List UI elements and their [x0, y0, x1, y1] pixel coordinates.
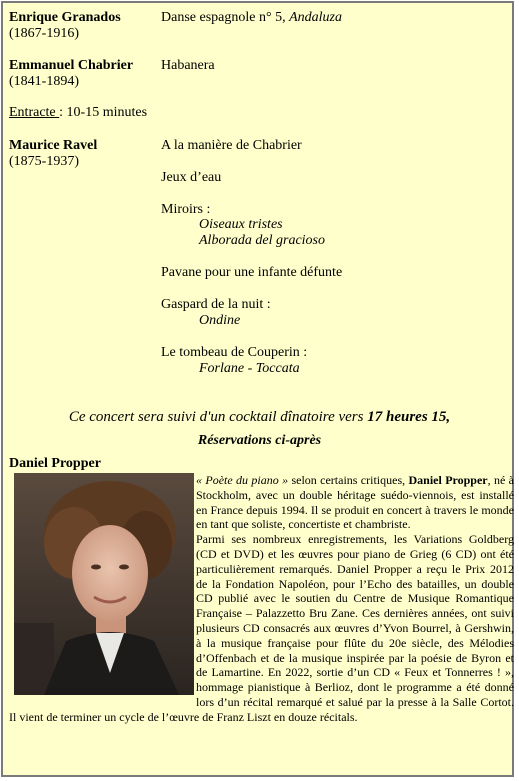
- bio-paragraph-2: Parmi ses nombreux enregistrements, les Variations Goldberg (CD et DVD) et les œuvres pour piano de Grieg (6 CD) ont été particulièrement remarqués. Daniel Propper a reçu le Prix 2012 de la Fondation Napoléon, pour l’Echo des batailles, un double CD publié avec le soutien du Centre de Musique Romantique Française – Palazzetto Bru Zane. Ces dernières années, ont suivi plusieurs CD consacrés aux œuvres d’Yvon Bourrel, à Gershwin, à la musique française pour flûte du 20e siècle, des Mélodies d’Offenbach et de la musique inspirée par la poésie de Byron et de Lamartine. En 2022, sortie d’un CD « Feux et Tonnerres ! », hommage pianistique à Berlioz, dont le programme a été donné lors d’un récital remarqué et salué par la presse à la Salle Cortot. Il vient de terminer un cycle de l’œuvre de Franz Liszt en douze récitals.: [9, 532, 514, 724]
- cocktail-text: Ce concert sera suivi d'un cocktail dînatoire vers: [68, 409, 368, 425]
- work-habanera: Habanera: [161, 58, 215, 73]
- composer-chabrier: [9, 58, 133, 90]
- composer-granados: [9, 10, 121, 42]
- composer-name: Maurice Ravel: [9, 138, 98, 153]
- portrait-image: [14, 473, 194, 695]
- bio-title: Daniel Propper: [9, 456, 101, 471]
- cocktail-time: 17 heures 15,: [367, 409, 451, 425]
- composer-ravel: [9, 138, 97, 170]
- work-danse-espagnole: [161, 10, 342, 26]
- composer-dates: (1841-1894): [9, 74, 79, 89]
- work-subtitle: Andaluza: [289, 10, 342, 25]
- pianist-portrait: [14, 473, 194, 695]
- bio-name: Daniel Propper: [408, 473, 488, 487]
- composer-name: Emmanuel Chabrier: [9, 58, 134, 73]
- movement-alborada: Alborada del gracioso: [199, 233, 325, 248]
- movement-oiseaux-tristes: Oiseaux tristes: [199, 217, 283, 232]
- composer-dates: (1875-1937): [9, 154, 79, 169]
- bio-quote: « Poète du piano »: [196, 473, 289, 487]
- intermission-duration: : 10-15 minutes: [59, 105, 148, 120]
- movement-ondine: Ondine: [199, 313, 241, 328]
- cocktail-notice: [3, 408, 516, 426]
- intermission: [9, 105, 147, 121]
- work-gaspard: Gaspard de la nuit :: [161, 297, 271, 312]
- intermission-label: Entracte: [9, 105, 60, 120]
- composer-dates: (1867-1916): [9, 26, 79, 41]
- work-pavane: Pavane pour une infante défunte: [161, 265, 343, 280]
- work-miroirs: Miroirs :: [161, 202, 211, 217]
- reservations-note: Réservations ci-après: [197, 433, 322, 448]
- bio-paragraph-1: « Poète du piano » selon certains critiques, Daniel Propper, né à Stockholm, avec un double héritage suédo-viennois, est installé en France depuis 1994. Il se produit en concert à travers le monde en tant que soliste, concertiste et chambriste.: [196, 473, 515, 532]
- work-a-la-maniere: A la manière de Chabrier: [161, 138, 302, 153]
- composer-name: Enrique Granados: [9, 10, 121, 25]
- work-jeux-deau: Jeux d’eau: [161, 170, 222, 185]
- work-tombeau: Le tombeau de Couperin :: [161, 345, 308, 360]
- program-sheet: [1, 1, 514, 777]
- work-title: Danse espagnole n° 5,: [161, 10, 290, 25]
- movement-forlane-toccata: Forlane - Toccata: [199, 361, 300, 376]
